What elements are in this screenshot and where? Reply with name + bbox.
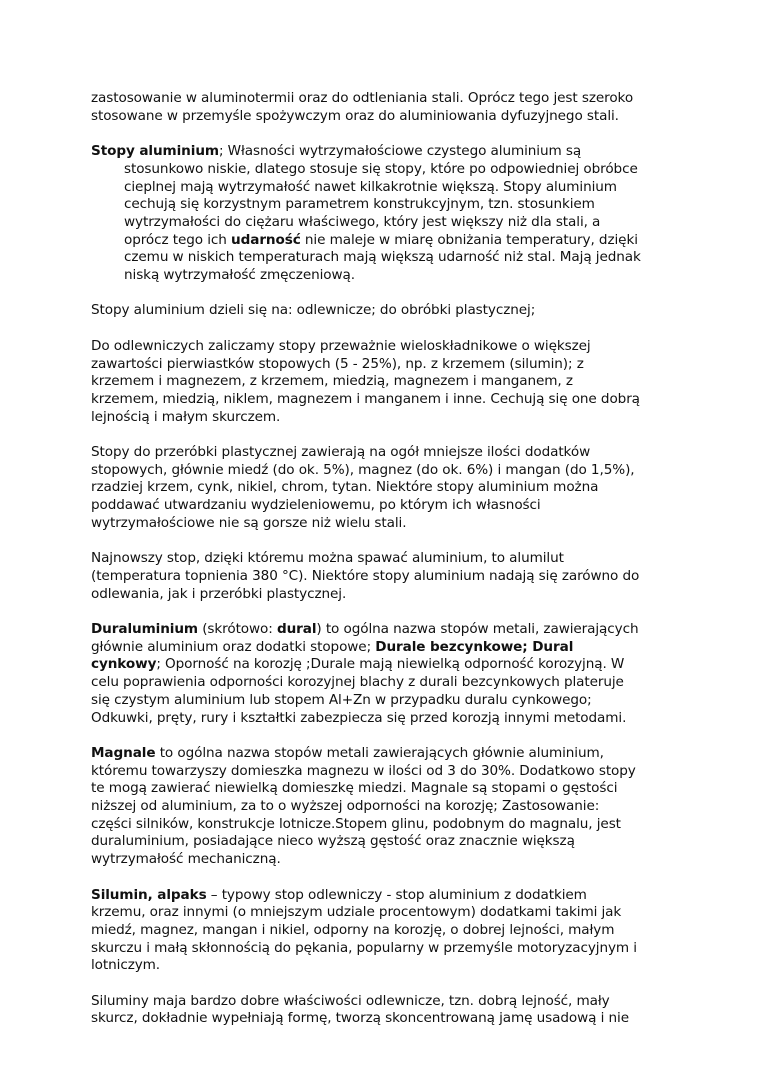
text-line: któremu towarzyszy domieszka magnezu w ilości od 3 do 30%. Dodatkowo stopy bbox=[91, 762, 636, 779]
text-line: głównie aluminium oraz dodatki stopowe; Durale bezcynkowe; Dural bbox=[91, 638, 574, 655]
document-page bbox=[91, 90, 681, 1028]
text-line: krzemem i magnezem, z krzemem, miedzią, magnezem i manganem, z bbox=[91, 373, 573, 390]
silumin-paragraph bbox=[91, 887, 681, 976]
text-line: cynkowy; Oporność na korozję ;Durale mają niewielką odporność korozyjną. W bbox=[91, 656, 625, 673]
text-line: Stopy aluminium dzieli się na: odlewnicze; do obróbki plastycznej; bbox=[91, 302, 536, 319]
duraluminium-paragraph bbox=[91, 621, 681, 727]
text-line: wytrzymałości do ciężaru właściwego, który jest większy niż dla stali, a bbox=[124, 213, 601, 230]
alumilut-paragraph bbox=[91, 550, 681, 603]
text-line: części silników, konstrukcje lotnicze.Stopem glinu, podobnym do magnalu, jest bbox=[91, 815, 621, 832]
text-line: krzemu, oraz innymi (o mniejszym udziale procentowym) dodatkami takimi jak bbox=[91, 904, 622, 921]
siluminy-paragraph bbox=[91, 993, 681, 1028]
text-line: stopowych, głównie miedź (do ok. 5%), magnez (do ok. 6%) i mangan (do 1,5%), bbox=[91, 461, 635, 478]
text-line: duraluminium, posiadające nieco wyższą gęstość oraz znacznie większą bbox=[91, 833, 575, 850]
text-line: Do odlewniczych zaliczamy stopy przeważnie wieloskładnikowe o większej bbox=[91, 337, 591, 354]
text-line: Duraluminium (skrótowo: dural) to ogólna nazwa stopów metali, zawierających bbox=[91, 621, 639, 637]
text-line: stosunkowo niskie, dlatego stosuje się stopy, które po odpowiedniej obróbce bbox=[124, 160, 638, 177]
text-line: oprócz tego ich udarność nie maleje w miarę obniżania temperatury, dzięki bbox=[124, 231, 638, 248]
przerobki-paragraph bbox=[91, 444, 681, 533]
text-line: odlewania, jak i przeróbki plastycznej. bbox=[91, 585, 347, 602]
text-line: niższej od aluminium, za to o wyższej odporności na korozję; Zastosowanie: bbox=[91, 798, 600, 815]
magnale-paragraph bbox=[91, 745, 681, 869]
term-durale-bezcynkowe: Durale bezcynkowe; Dural bbox=[375, 638, 574, 655]
text-line: Magnale to ogólna nazwa stopów metali zawierających głównie aluminium, bbox=[91, 744, 604, 761]
text-line: lotniczym. bbox=[91, 957, 161, 974]
intro-paragraph bbox=[91, 90, 681, 125]
text-line: krzemem, miedzią, niklem, magnezem i manganem i inne. Cechują się one dobrą bbox=[91, 390, 640, 407]
text-line: czemu w niskich temperaturach mają większą udarność niż stal. Mają jednak bbox=[124, 249, 641, 266]
text-line: Siluminy maja bardzo dobre właściwości odlewnicze, tzn. dobrą lejność, mały bbox=[91, 992, 610, 1009]
text-line: się czystym aluminium lub stopem Al+Zn w przypadku duralu cynkowego; bbox=[91, 691, 592, 708]
text-line: cechują się korzystnym parametrem konstrukcyjnym, tzn. stosunkiem bbox=[124, 196, 595, 213]
text-line: skurczu i małą skłonnością do pękania, popularny w przemyśle motoryzacyjnym i bbox=[91, 939, 637, 956]
term-magnale: Magnale bbox=[91, 744, 156, 761]
term-silumin-alpaks: Silumin, alpaks bbox=[91, 886, 207, 903]
text-line: Stopy aluminium; Własności wytrzymałościowe czystego aluminium są bbox=[91, 143, 582, 160]
text-line: te mogą zawierać niewielką domieszkę miedzi. Magnale są stopami o gęstości bbox=[91, 780, 618, 797]
term-cynkowy: cynkowy bbox=[91, 656, 157, 673]
text-line: celu poprawienia odporności korozyjnej blachy z durali bezcynkowych plateruje bbox=[91, 674, 624, 691]
term-dural: dural bbox=[276, 621, 317, 637]
term-duraluminium: Duraluminium bbox=[91, 621, 198, 637]
text-line: poddawać utwardzaniu wydzieleniowemu, po którym ich własności bbox=[91, 497, 541, 514]
text-line: wytrzymałościowe nie są gorsze niż wielu stali. bbox=[91, 514, 407, 531]
stopy-aluminium-paragraph bbox=[91, 143, 681, 285]
text-line: skurcz, dokładnie wypełniają formę, tworzą skoncentrowaną jamę usadową i nie bbox=[91, 1010, 629, 1027]
text-line: wytrzymałość mechaniczną. bbox=[91, 851, 281, 868]
text-line: niską wytrzymałość zmęczeniową. bbox=[124, 267, 355, 284]
text-line: rzadziej krzem, cynk, nikiel, chrom, tytan. Niektóre stopy aluminium można bbox=[91, 479, 599, 496]
text-line: Stopy do przeróbki plastycznej zawierają na ogół mniejsze ilości dodatków bbox=[91, 444, 591, 460]
text-line: miedź, magnez, mangan i nikiel, odporny na korozję, o dobrej lejności, małym bbox=[91, 921, 615, 938]
text-line: lejnością i małym skurczem. bbox=[91, 408, 281, 425]
text-line: cieplnej mają wytrzymałość nawet kilkakrotnie większą. Stopy aluminium bbox=[124, 178, 617, 195]
text-line: zastosowanie w aluminotermii oraz do odtleniania stali. Oprócz tego jest szeroko bbox=[91, 90, 634, 106]
term-stopy-aluminium: Stopy aluminium bbox=[91, 143, 219, 160]
text-line: Silumin, alpaks – typowy stop odlewniczy - stop aluminium z dodatkiem bbox=[91, 886, 587, 903]
classification-paragraph bbox=[91, 302, 681, 320]
text-line: Odkuwki, pręty, rury i kształtki zabezpiecza się przed korozją innymi metodami. bbox=[91, 709, 627, 726]
term-udarnosc: udarność bbox=[231, 231, 301, 248]
text-line: Najnowszy stop, dzięki któremu można spawać aluminium, to alumilut bbox=[91, 550, 564, 567]
text-line: zawartości pierwiastków stopowych (5 - 25%), np. z krzemem (silumin); z bbox=[91, 355, 584, 372]
odlewnicze-paragraph bbox=[91, 338, 681, 427]
text-line: (temperatura topnienia 380 °C). Niektóre stopy aluminium nadają się zarówno do bbox=[91, 567, 640, 584]
text-line: stosowane w przemyśle spożywczym oraz do aluminiowania dyfuzyjnego stali. bbox=[91, 107, 619, 124]
